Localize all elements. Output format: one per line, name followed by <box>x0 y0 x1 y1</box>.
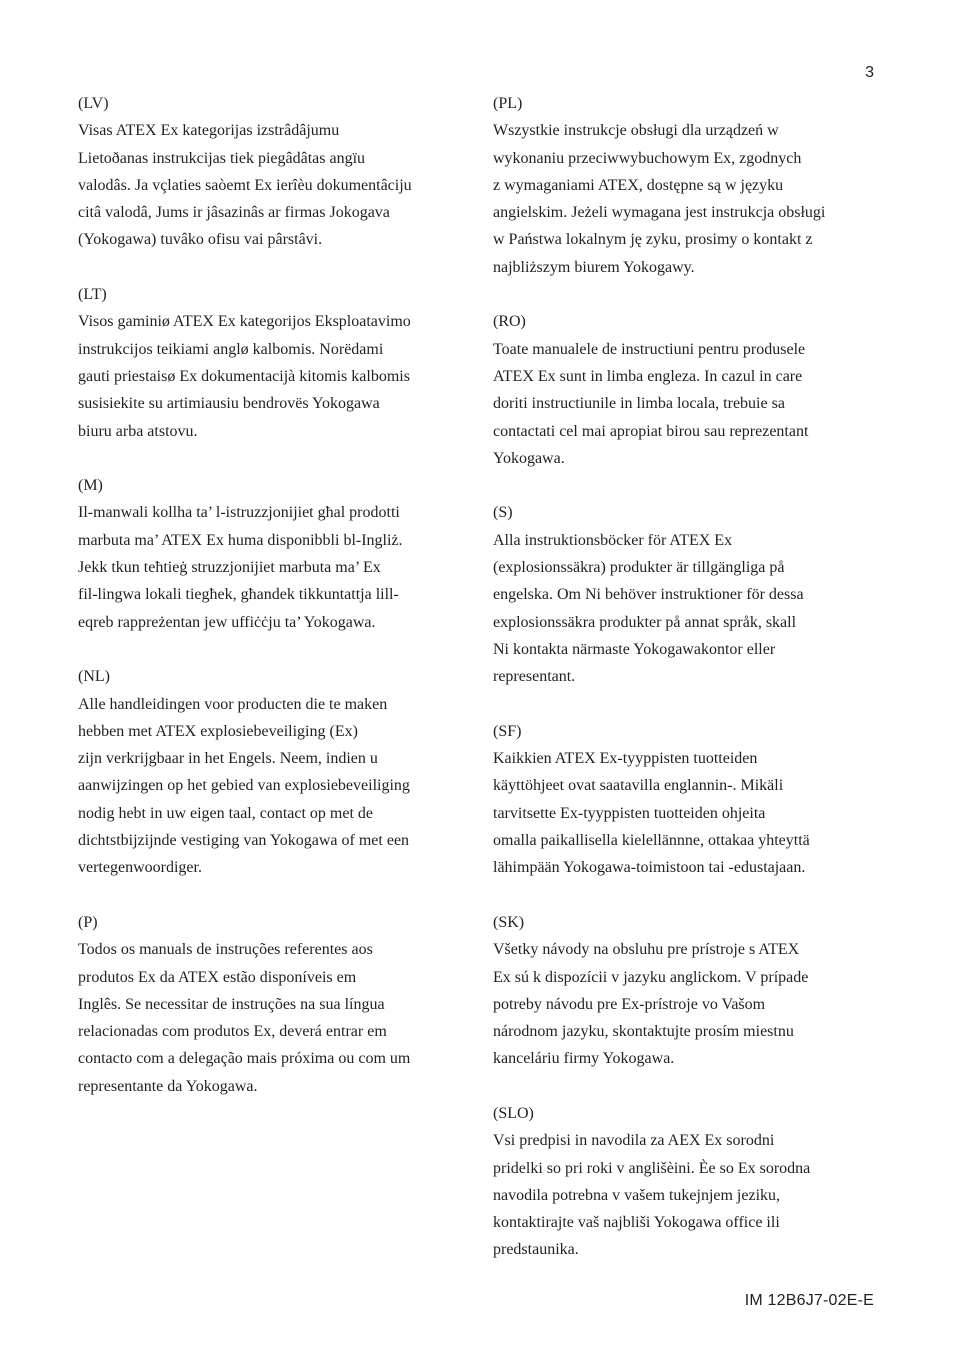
text-line: contactati cel mai apropiat birou sau reprezentant <box>493 422 809 440</box>
section-pl <box>493 90 885 281</box>
text-line: Inglês. Se necessitar de instruções na sua língua <box>78 995 385 1013</box>
section-lv <box>78 90 470 254</box>
text-line: Il-manwali kollha ta’ l-istruzzjonijiet għal prodotti <box>78 504 400 522</box>
language-code: (P) <box>78 913 98 931</box>
text-line: eqreb rappreżentan jew uffiċċju ta’ Yokogawa. <box>78 613 376 631</box>
text-line: kontaktirajte vaš najbliši Yokogawa office ili <box>493 1214 780 1232</box>
text-line: dichtstbijzijnde vestiging van Yokogawa of met een <box>78 832 410 850</box>
text-line: ATEX Ex sunt in limba engleza. In cazul in care <box>493 367 803 385</box>
text-line: Alla instruktionsböcker för ATEX Ex <box>493 531 733 549</box>
section-p <box>78 909 470 1100</box>
language-code: (LV) <box>78 95 109 112</box>
text-line: susisiekite su artimiausiu bendrovës Yokogawa <box>78 395 380 413</box>
text-line: predstaunika. <box>493 1241 579 1259</box>
text-line: pridelki so pri roki v anglišèini. Èe so Ex sorodna <box>493 1159 811 1177</box>
text-line: potreby návodu pre Ex-prístroje vo Vašom <box>493 995 766 1013</box>
language-code: (NL) <box>78 668 110 686</box>
text-line: Todos os manuals de instruções referentes aos <box>78 941 373 959</box>
language-code: (S) <box>493 504 513 522</box>
text-line: Yokogawa. <box>493 449 565 467</box>
text-line: lähimpään Yokogawa-toimistoon tai -edustajaan. <box>493 859 806 877</box>
text-line: instrukcijos teikiami anglø kalbomis. Norëdami <box>78 340 384 358</box>
text-line: Všetky návody na obsluhu pre prístroje s ATEX <box>493 941 800 959</box>
text-line: Ni kontakta närmaste Yokogawakontor eller <box>493 640 776 658</box>
text-line: národnom jazyku, skontaktujte prosím miestnu <box>493 1023 794 1041</box>
text-line: käyttöhjeet ovat saatavilla englannin-. Mikäli <box>493 777 784 795</box>
text-line: Alle handleidingen voor producten die te maken <box>78 695 388 713</box>
text-line: omalla paikallisella kielellännne, ottakaa yhteyttä <box>493 832 810 850</box>
language-code: (RO) <box>493 313 526 331</box>
text-line: explosionssäkra produkter på annat språk, skall <box>493 613 797 631</box>
text-line: representant. <box>493 668 576 686</box>
section-m <box>78 472 470 636</box>
text-line: Ex sú k dispozícii v jazyku anglickom. V prípade <box>493 968 809 986</box>
text-line: fil-lingwa lokali tiegħek, għandek tikkuntattja lill- <box>78 586 399 604</box>
section-sk <box>493 909 885 1073</box>
text-line: w Państwa lokalnym ję zyku, prosimy o kontakt z <box>493 231 813 249</box>
text-line: Kaikkien ATEX Ex-tyyppisten tuotteiden <box>493 750 758 768</box>
text-line: citâ valodâ, Jums ir jâsazinâs ar firmas Jokogava <box>78 204 390 222</box>
text-line: (Yokogawa) tuvâko ofisu vai pârstâvi. <box>78 231 323 249</box>
page-number: 3 <box>865 64 874 81</box>
text-line: aanwijzingen op het gebied van explosiebeveiliging <box>78 777 410 795</box>
text-line: angielskim. Jeżeli wymagana jest instrukcja obsługi <box>493 204 826 222</box>
document-code: IM 12B6J7-02E-E <box>744 1292 874 1309</box>
text-line: biuru arba atstovu. <box>78 422 198 440</box>
text-line: kanceláriu firmy Yokogawa. <box>493 1050 675 1068</box>
text-line: vertegenwoordiger. <box>78 859 202 877</box>
language-code: (SK) <box>493 913 525 931</box>
text-line: doriti instructiunile in limba locala, trebuie sa <box>493 395 785 413</box>
left-column <box>78 90 470 1127</box>
language-code: (SF) <box>493 722 522 740</box>
text-line: z wymaganiami ATEX, dostępne są w języku <box>493 176 784 194</box>
section-ro <box>493 308 885 472</box>
text-line: nodig hebt in uw eigen taal, contact op met de <box>78 804 374 822</box>
text-line: zijn verkrijgbaar in het Engels. Neem, indien u <box>78 750 378 768</box>
text-line: wykonaniu przeciwwybuchowym Ex, zgodnych <box>493 149 802 167</box>
text-line: Wszystkie instrukcje obsługi dla urządzeń w <box>493 122 779 140</box>
text-line: contacto com a delegação mais próxima ou com um <box>78 1050 411 1068</box>
right-column <box>493 90 885 1291</box>
text-line: produtos Ex da ATEX estão disponíveis em <box>78 968 357 986</box>
text-line: tarvitsette Ex-tyyppisten tuotteiden ohjeita <box>493 804 766 822</box>
text-line: Visos gaminiø ATEX Ex kategorijos Eksploatavimo <box>78 313 411 331</box>
text-line: Toate manualele de instructiuni pentru produsele <box>493 340 806 358</box>
text-line: marbuta ma’ ATEX Ex huma disponibbli bl-Ingliż. <box>78 531 403 549</box>
text-line: Jekk tkun teħtieġ struzzjonijiet marbuta ma’ Ex <box>78 559 381 577</box>
section-s <box>493 499 885 690</box>
text-line: Visas ATEX Ex kategorijas izstrâdâjumu <box>78 122 340 140</box>
language-code: (PL) <box>493 95 523 112</box>
language-code: (LT) <box>78 286 107 304</box>
text-line: relacionadas com produtos Ex, deverá entrar em <box>78 1023 387 1041</box>
section-sf <box>493 718 885 882</box>
language-code: (M) <box>78 477 103 495</box>
text-line: navodila potrebna v vašem tukejnjem jeziku, <box>493 1186 781 1204</box>
text-line: hebben met ATEX explosiebeveiliging (Ex) <box>78 722 358 740</box>
text-line: engelska. Om Ni behöver instruktioner för dessa <box>493 586 804 604</box>
text-line: najbliższym biurem Yokogawy. <box>493 258 695 276</box>
text-line: valodâs. Ja vçlaties saòemt Ex ierîèu dokumentâciju <box>78 176 412 194</box>
text-line: representante da Yokogawa. <box>78 1077 258 1095</box>
section-lt <box>78 281 470 445</box>
text-line: (explosionssäkra) produkter är tillgängliga på <box>493 559 785 577</box>
section-nl <box>78 663 470 881</box>
text-line: Vsi predpisi in navodila za AEX Ex sorodni <box>493 1132 775 1150</box>
section-slo <box>493 1100 885 1264</box>
text-line: Lietoðanas instrukcijas tiek piegâdâtas angïu <box>78 149 366 167</box>
language-code: (SLO) <box>493 1104 534 1122</box>
text-line: gauti priestaisø Ex dokumentacijà kitomis kalbomis <box>78 367 410 385</box>
